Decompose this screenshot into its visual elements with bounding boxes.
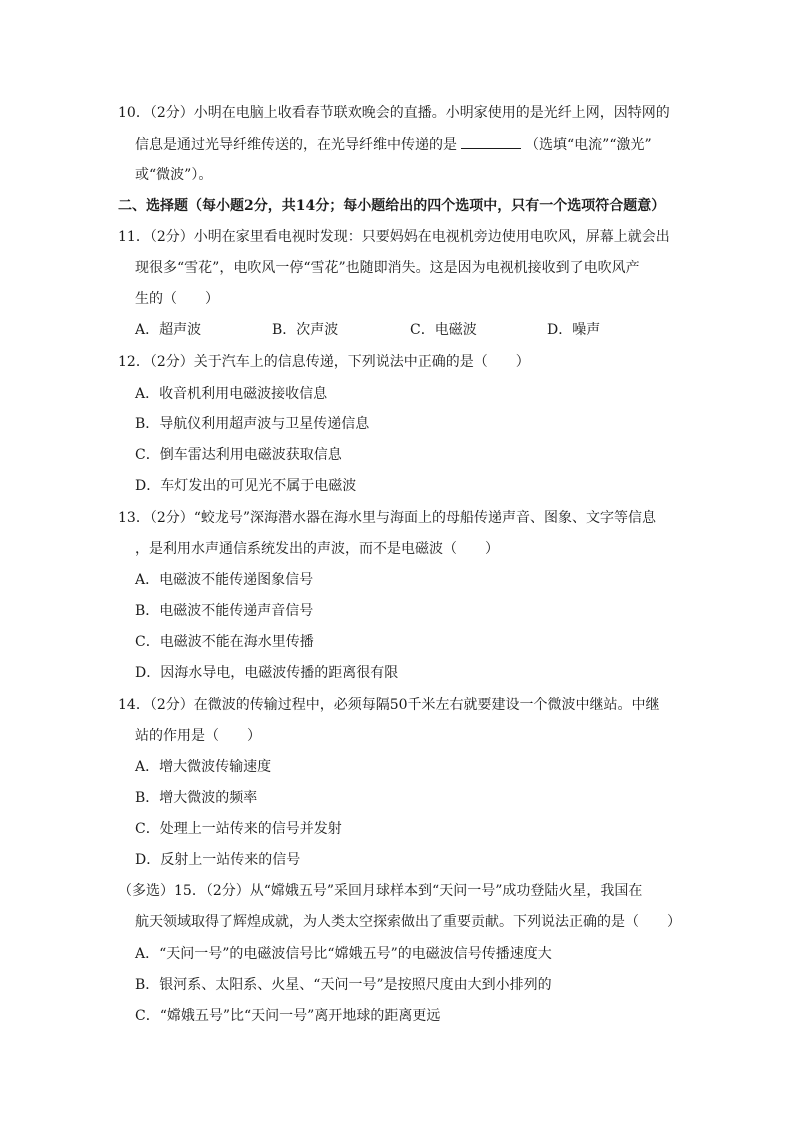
q11-option-a[interactable]: A．超声波 <box>135 322 202 338</box>
q14-line-1: 14．（2分）在微波的传输过程中，必须每隔50千米左右就要建设一个微波中继站。中继 <box>118 697 660 713</box>
q10-line-3: 或“微波”）。 <box>135 167 213 183</box>
q15-line-2: 航天领域取得了辉煌成就，为人类太空探索做出了重要贡献。下列说法正确的是（ ） <box>135 914 681 930</box>
q12-line-1: 12．（2分）关于汽车上的信息传递，下列说法中正确的是（ ） <box>118 354 530 370</box>
q11-option-b[interactable]: B．次声波 <box>272 322 339 338</box>
section-2-heading: 二、选择题（每小题2分，共14分；每小题给出的四个选项中，只有一个选项符合题意） <box>118 198 666 214</box>
q14-option-b[interactable]: B．增大微波的频率 <box>135 790 258 806</box>
q12-option-d[interactable]: D．车灯发出的可见光不属于电磁波 <box>135 478 357 494</box>
q13-option-c[interactable]: C．电磁波不能在海水里传播 <box>135 634 314 650</box>
q10-line-1: 10．（2分）小明在电脑上收看春节联欢晚会的直播。小明家使用的是光纤上网，因特网的 <box>118 105 670 121</box>
q15-option-a[interactable]: A．“天问一号”的电磁波信号比“嫦娥五号”的电磁波信号传播速度大 <box>135 946 552 962</box>
q14-option-c[interactable]: C．处理上一站传来的信号并发射 <box>135 821 342 837</box>
q11-option-c[interactable]: C．电磁波 <box>410 322 477 338</box>
q14-option-a[interactable]: A．增大微波传输速度 <box>135 759 272 775</box>
q14-option-d[interactable]: D．反射上一站传来的信号 <box>135 852 301 868</box>
q10-line-2 <box>135 134 652 155</box>
q13-option-a[interactable]: A．电磁波不能传递图象信号 <box>135 572 314 588</box>
q13-option-b[interactable]: B．电磁波不能传递声音信号 <box>135 603 314 619</box>
q12-option-a[interactable]: A．收音机利用电磁波接收信息 <box>135 386 328 402</box>
q11-line-1: 11．（2分）小明在家里看电视时发现：只要妈妈在电视机旁边使用电吹风，屏幕上就会出 <box>118 229 670 245</box>
q13-option-d[interactable]: D．因海水导电，电磁波传播的距离很有限 <box>135 665 399 681</box>
q15-line-1: （多选）15．（2分）从“嫦娥五号”采回月球样本到“天问一号”成功登陆火星，我国在 <box>118 883 643 899</box>
q12-option-c[interactable]: C．倒车雷达利用电磁波获取信息 <box>135 447 342 463</box>
q11-line-3: 生的（ ） <box>135 291 219 307</box>
q13-line-1: 13．（2分）“蛟龙号”深海潜水器在海水里与海面上的母船传递声音、图象、文字等信息 <box>118 510 657 526</box>
q13-line-2: ，是利用水声通信系统发出的声波，而不是电磁波（ ） <box>135 541 499 557</box>
q14-line-2: 站的作用是（ ） <box>135 728 261 744</box>
q10-line-2-options: （选填“电流”“激光” <box>525 137 652 153</box>
q11-line-2: 现很多“雪花”，电吹风一停“雪花”也随即消失。这是因为电视机接收到了电吹风产 <box>135 260 640 276</box>
q10-answer-blank[interactable] <box>461 134 521 149</box>
q12-option-b[interactable]: B．导航仪利用超声波与卫星传递信息 <box>135 416 370 432</box>
q11-option-d[interactable]: D．噪声 <box>547 322 601 338</box>
q15-option-b[interactable]: B．银河系、太阳系、火星、“天问一号”是按照尺度由大到小排列的 <box>135 977 552 993</box>
q15-option-c[interactable]: C．“嫦娥五号”比“天问一号”离开地球的距离更远 <box>135 1008 441 1024</box>
q10-line-2-text: 信息是通过光导纤维传送的，在光导纤维中传递的是 <box>135 137 457 153</box>
